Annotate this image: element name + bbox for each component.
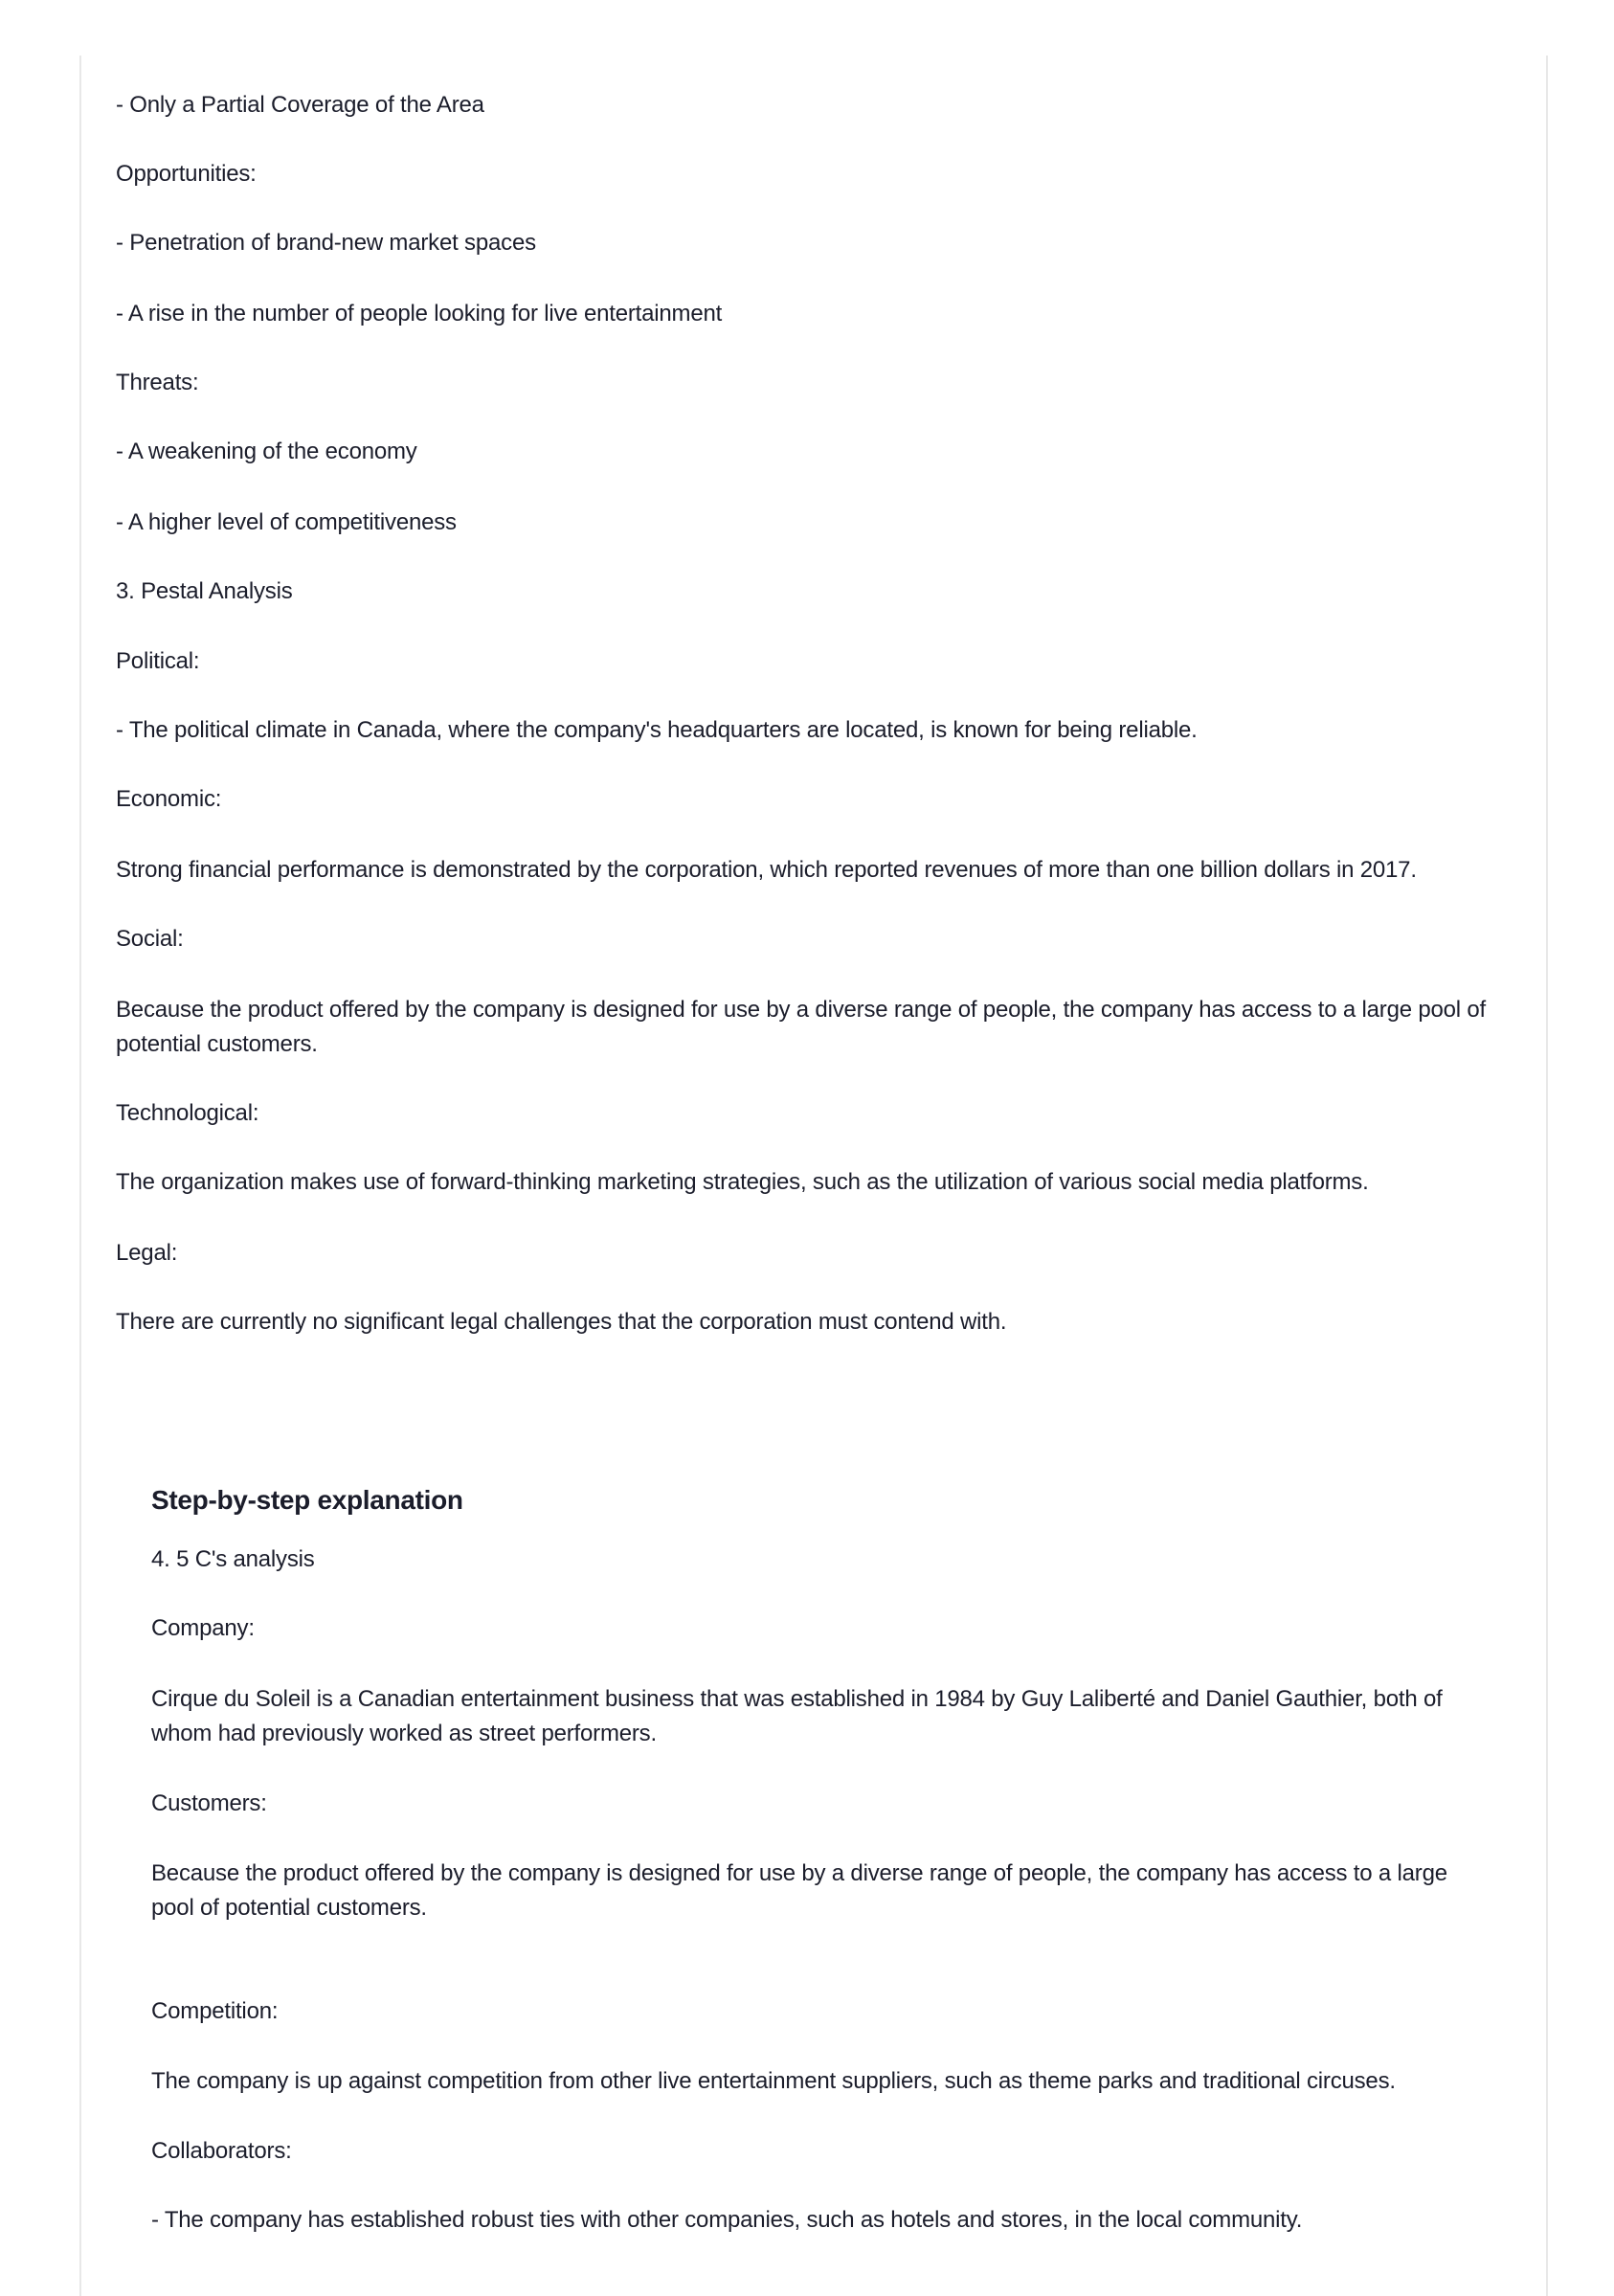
company-label: Company: bbox=[151, 1615, 255, 1641]
legal-text: There are currently no significant legal challenges that the corporation must contend with. bbox=[116, 1309, 1007, 1335]
threats-label: Threats: bbox=[116, 370, 199, 395]
technological-text: The organization makes use of forward-thinking marketing strategies, such as the utilization of various social media platforms. bbox=[116, 1169, 1369, 1195]
collaborators-text: - The company has established robust ties with other companies, such as hotels and stores, in the local community. bbox=[151, 2207, 1303, 2233]
section-heading: Step-by-step explanation bbox=[151, 1485, 463, 1515]
threat-item: - A higher level of competitiveness bbox=[116, 509, 457, 535]
competition-label: Competition: bbox=[151, 1998, 279, 2024]
five-cs-title: 4. 5 C's analysis bbox=[151, 1546, 315, 1572]
political-text: - The political climate in Canada, where the company's headquarters are located, is known for being reliable. bbox=[116, 717, 1198, 743]
opportunities-label: Opportunities: bbox=[116, 161, 257, 187]
competition-text: The company is up against competition from other live entertainment suppliers, such as theme parks and traditional circuses. bbox=[151, 2068, 1396, 2094]
social-text: Because the product offered by the company is designed for use by a diverse range of people, the company has access to a large pool of potential customers. bbox=[116, 997, 1487, 1057]
economic-label: Economic: bbox=[116, 786, 222, 812]
opportunity-item: - A rise in the number of people looking for live entertainment bbox=[116, 301, 723, 326]
collaborators-label: Collaborators: bbox=[151, 2138, 292, 2164]
technological-label: Technological: bbox=[116, 1100, 259, 1126]
pestal-title: 3. Pestal Analysis bbox=[116, 578, 293, 604]
company-text: Cirque du Soleil is a Canadian entertainment business that was established in 1984 by Guy Laliberté and Daniel Gauthier, both of whom had previously worked as street performers. bbox=[151, 1686, 1443, 1746]
economic-text: Strong financial performance is demonstrated by the corporation, which reported revenues of more than one billion dollars in 2017. bbox=[116, 857, 1417, 883]
legal-label: Legal: bbox=[116, 1240, 178, 1266]
political-label: Political: bbox=[116, 648, 200, 674]
customers-label: Customers: bbox=[151, 1790, 267, 1816]
weakness-item: - Only a Partial Coverage of the Area bbox=[116, 92, 484, 118]
threat-item: - A weakening of the economy bbox=[116, 439, 417, 464]
social-label: Social: bbox=[116, 926, 184, 952]
customers-text: Because the product offered by the company is designed for use by a diverse range of people, the company has access to a large pool of potential customers. bbox=[151, 1860, 1447, 1921]
opportunity-item: - Penetration of brand-new market spaces bbox=[116, 230, 536, 256]
